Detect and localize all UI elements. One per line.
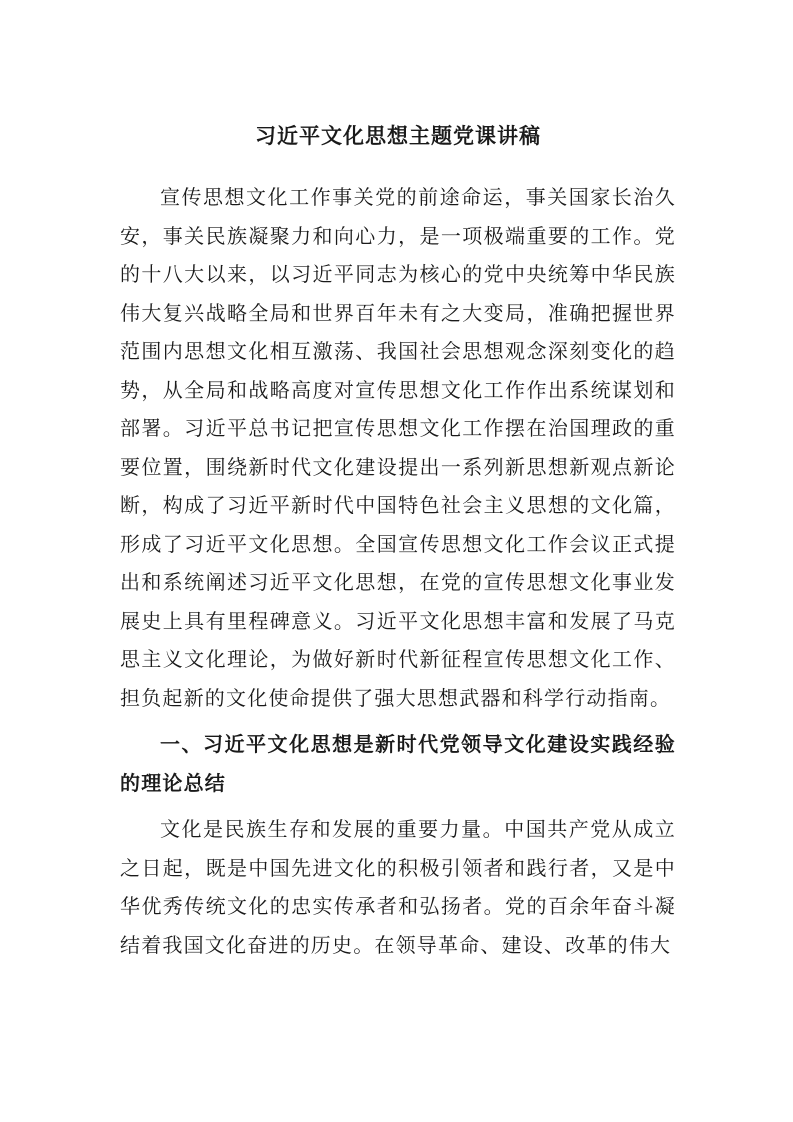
document-title: 习近平文化思想主题党课讲稿 [255, 123, 541, 148]
section-paragraph: 文化是民族生存和发展的重要力量。中国共产党从成立之日起，既是中国先进文化的积极引领者和践行者，又是中华优秀传统文化的忠实传承者和弘扬者。党的百余年奋斗凝结着我国文化奋进的历史。在领导革命、建设、改革的伟大 [120, 817, 676, 957]
document-page [120, 116, 676, 964]
intro-paragraph: 宣传思想文化工作事关党的前途命运，事关国家长治久安，事关民族凝聚力和向心力，是一项极端重要的工作。党的十八大以来，以习近平同志为核心的党中央统筹中华民族伟大复兴战略全局和世界百年未有之大变局，准确把握世界范围内思想文化相互激荡、我国社会思想观念深刻变化的趋势，从全局和战略高度对宣传思想文化工作作出系统谋划和部署。习近平总书记把宣传思想文化工作摆在治国理政的重要位置，围绕新时代文化建设提出一系列新思想新观点新论断，构成了习近平新时代中国特色社会主义思想的文化篇，形成了习近平文化思想。全国宣传思想文化工作会议正式提出和系统阐述习近平文化思想，在党的宣传思想文化事业发展史上具有里程碑意义。习近平文化思想丰富和发展了马克思主义文化理论，为做好新时代新征程宣传思想文化工作、担负起新的文化使命提供了强大思想武器和科学行动指南。 [120, 185, 676, 710]
section-heading: 一、习近平文化思想是新时代党领导文化建设实践经验的理论总结 [120, 732, 676, 795]
